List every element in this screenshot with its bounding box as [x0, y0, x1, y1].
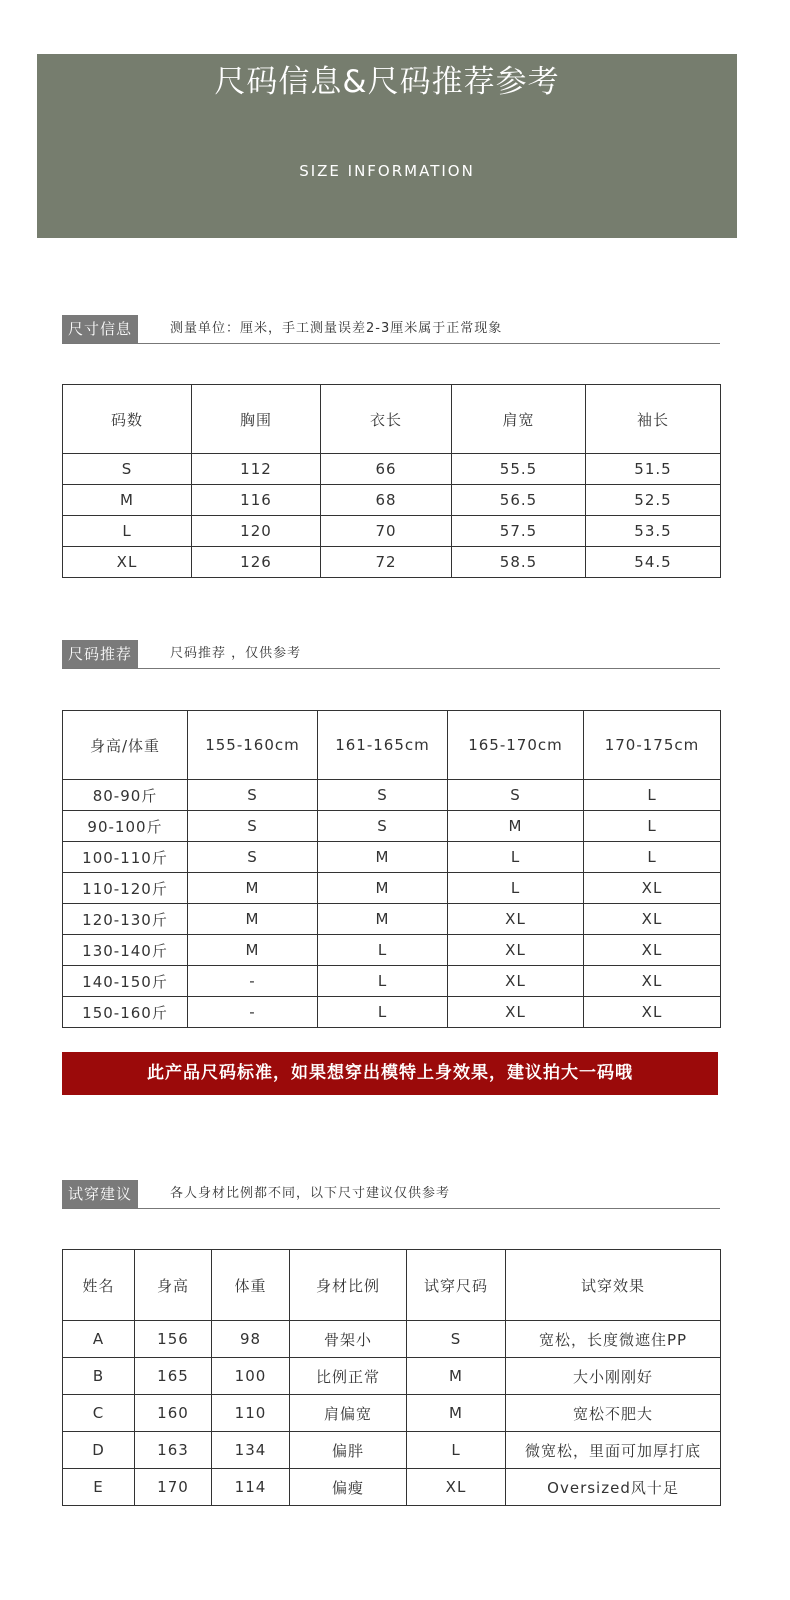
table-cell: L	[584, 780, 721, 811]
table-row	[63, 780, 721, 811]
table-cell: L	[448, 873, 584, 904]
table-cell: L	[318, 966, 448, 997]
table-cell: 80-90斤	[63, 780, 188, 811]
table-cell: M	[188, 873, 318, 904]
column-header: 身高	[135, 1250, 212, 1321]
table-cell: 156	[135, 1321, 212, 1358]
table-row	[63, 842, 721, 873]
table-cell: 偏胖	[290, 1432, 407, 1469]
table-cell: B	[63, 1358, 135, 1395]
table-cell: 53.5	[586, 516, 721, 547]
table-cell: 110	[212, 1395, 290, 1432]
size-info-table-head	[63, 385, 721, 454]
table-cell: 126	[192, 547, 321, 578]
table-cell: M	[448, 811, 584, 842]
column-header: 170-175cm	[584, 711, 721, 780]
table-cell: XL	[448, 997, 584, 1028]
table-row	[63, 454, 721, 485]
size-recommend-tag: 尺码推荐	[62, 640, 138, 668]
table-cell: M	[318, 842, 448, 873]
table-cell: 比例正常	[290, 1358, 407, 1395]
table-cell: S	[188, 842, 318, 873]
size-recommend-table-body	[63, 780, 721, 1028]
column-header: 体重	[212, 1250, 290, 1321]
table-cell: M	[318, 904, 448, 935]
table-cell: XL	[584, 966, 721, 997]
column-header: 码数	[63, 385, 192, 454]
table-cell: 66	[321, 454, 452, 485]
column-header: 衣长	[321, 385, 452, 454]
size-info-header	[62, 315, 720, 344]
table-cell: 98	[212, 1321, 290, 1358]
table-row	[63, 485, 721, 516]
table-cell: 100	[212, 1358, 290, 1395]
table-cell: S	[188, 811, 318, 842]
table-cell: 90-100斤	[63, 811, 188, 842]
table-row	[63, 1358, 721, 1395]
table-cell: -	[188, 966, 318, 997]
table-row	[63, 516, 721, 547]
table-cell: M	[188, 904, 318, 935]
table-cell: 55.5	[452, 454, 586, 485]
table-cell: 170	[135, 1469, 212, 1506]
size-recommend-note: 尺码推荐 ，仅供参考	[170, 646, 302, 661]
table-cell: XL	[584, 997, 721, 1028]
column-header: 袖长	[586, 385, 721, 454]
table-cell: 120-130斤	[63, 904, 188, 935]
table-row	[63, 1469, 721, 1506]
table-cell: Oversized风十足	[506, 1469, 721, 1506]
table-cell: 110-120斤	[63, 873, 188, 904]
table-row	[63, 873, 721, 904]
table-cell: 112	[192, 454, 321, 485]
try-on-table	[62, 1249, 721, 1506]
try-on-tag: 试穿建议	[62, 1180, 138, 1208]
table-cell: 114	[212, 1469, 290, 1506]
table-cell: M	[407, 1358, 506, 1395]
column-header: 试穿效果	[506, 1250, 721, 1321]
table-cell: XL	[448, 904, 584, 935]
table-cell: XL	[448, 935, 584, 966]
table-cell: 165	[135, 1358, 212, 1395]
table-cell: 51.5	[586, 454, 721, 485]
table-cell: 72	[321, 547, 452, 578]
table-cell: L	[584, 842, 721, 873]
try-on-header	[62, 1180, 720, 1209]
page-title: 尺码信息&尺码推荐参考	[214, 64, 560, 100]
table-cell: 宽松，长度微遮住PP	[506, 1321, 721, 1358]
column-header: 试穿尺码	[407, 1250, 506, 1321]
size-notice-banner: 此产品尺码标准，如果想穿出模特上身效果，建议拍大一码哦	[62, 1052, 718, 1095]
table-row	[63, 904, 721, 935]
column-header: 155-160cm	[188, 711, 318, 780]
table-row	[63, 1321, 721, 1358]
table-cell: XL	[584, 873, 721, 904]
try-on-note: 各人身材比例都不同，以下尺寸建议仅供参考	[170, 1186, 451, 1201]
table-header-row	[63, 1250, 721, 1321]
table-row	[63, 811, 721, 842]
table-cell: XL	[448, 966, 584, 997]
table-cell: 130-140斤	[63, 935, 188, 966]
table-row	[63, 547, 721, 578]
try-on-table-head	[63, 1250, 721, 1321]
table-cell: L	[407, 1432, 506, 1469]
table-cell: 160	[135, 1395, 212, 1432]
table-cell: XL	[584, 904, 721, 935]
table-cell: S	[407, 1321, 506, 1358]
table-cell: M	[318, 873, 448, 904]
table-cell: 163	[135, 1432, 212, 1469]
table-cell: M	[188, 935, 318, 966]
column-header: 161-165cm	[318, 711, 448, 780]
table-header-row	[63, 711, 721, 780]
try-on-table-body	[63, 1321, 721, 1506]
size-info-tag: 尺寸信息	[62, 315, 138, 343]
table-cell: 140-150斤	[63, 966, 188, 997]
table-cell: 57.5	[452, 516, 586, 547]
table-cell: 134	[212, 1432, 290, 1469]
table-cell: L	[63, 516, 192, 547]
table-cell: 宽松不肥大	[506, 1395, 721, 1432]
size-recommend-table-head	[63, 711, 721, 780]
table-row	[63, 966, 721, 997]
table-cell: M	[407, 1395, 506, 1432]
table-cell: 58.5	[452, 547, 586, 578]
size-recommend-table	[62, 710, 721, 1028]
table-cell: -	[188, 997, 318, 1028]
page-subtitle: SIZE INFORMATION	[299, 162, 475, 180]
table-cell: 52.5	[586, 485, 721, 516]
table-cell: XL	[63, 547, 192, 578]
table-cell: XL	[584, 935, 721, 966]
table-cell: S	[188, 780, 318, 811]
table-row	[63, 1432, 721, 1469]
table-cell: XL	[407, 1469, 506, 1506]
column-header: 姓名	[63, 1250, 135, 1321]
table-cell: 56.5	[452, 485, 586, 516]
column-header: 身高/体重	[63, 711, 188, 780]
header-banner	[37, 54, 737, 238]
table-cell: L	[584, 811, 721, 842]
table-cell: 120	[192, 516, 321, 547]
table-cell: 大小刚刚好	[506, 1358, 721, 1395]
table-cell: M	[63, 485, 192, 516]
table-row	[63, 935, 721, 966]
table-cell: L	[318, 997, 448, 1028]
table-row	[63, 997, 721, 1028]
table-cell: E	[63, 1469, 135, 1506]
table-cell: A	[63, 1321, 135, 1358]
table-cell: S	[63, 454, 192, 485]
table-cell: C	[63, 1395, 135, 1432]
table-cell: 70	[321, 516, 452, 547]
table-cell: 微宽松，里面可加厚打底	[506, 1432, 721, 1469]
size-info-table	[62, 384, 721, 578]
size-recommend-header	[62, 640, 720, 669]
table-header-row	[63, 385, 721, 454]
table-cell: 偏瘦	[290, 1469, 407, 1506]
table-row	[63, 1395, 721, 1432]
table-cell: 116	[192, 485, 321, 516]
table-cell: D	[63, 1432, 135, 1469]
table-cell: 54.5	[586, 547, 721, 578]
table-cell: S	[318, 811, 448, 842]
table-cell: 68	[321, 485, 452, 516]
table-cell: 骨架小	[290, 1321, 407, 1358]
column-header: 身材比例	[290, 1250, 407, 1321]
size-info-table-body	[63, 454, 721, 578]
table-cell: L	[318, 935, 448, 966]
column-header: 肩宽	[452, 385, 586, 454]
table-cell: 150-160斤	[63, 997, 188, 1028]
column-header: 胸围	[192, 385, 321, 454]
table-cell: S	[318, 780, 448, 811]
size-info-note: 测量单位：厘米，手工测量误差2-3厘米属于正常现象	[170, 321, 503, 336]
table-cell: 肩偏宽	[290, 1395, 407, 1432]
table-cell: S	[448, 780, 584, 811]
table-cell: 100-110斤	[63, 842, 188, 873]
column-header: 165-170cm	[448, 711, 584, 780]
table-cell: L	[448, 842, 584, 873]
